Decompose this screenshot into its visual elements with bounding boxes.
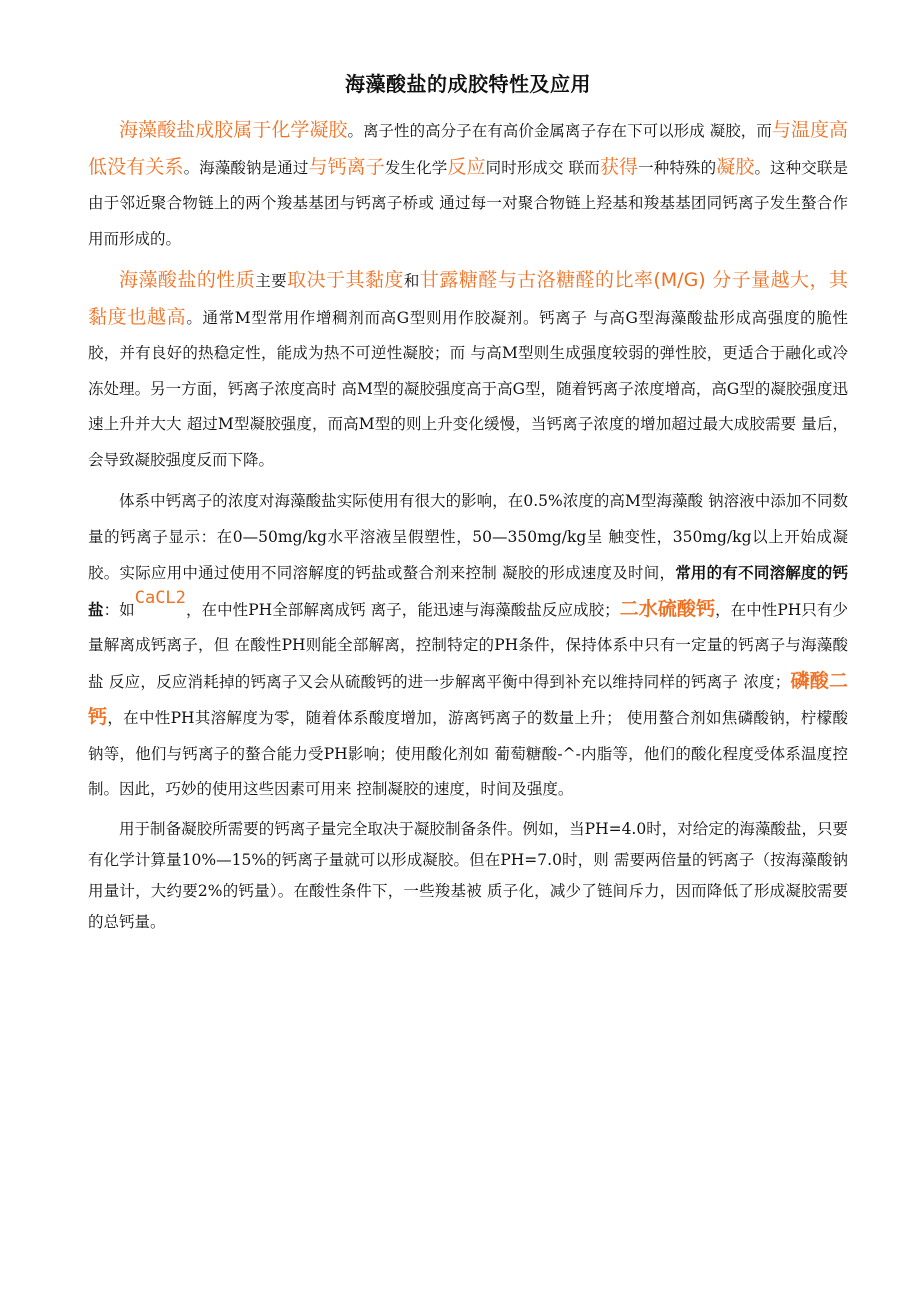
text-run: 。海藻酸钠是通过 (183, 158, 309, 177)
paragraph-1 (88, 113, 848, 257)
document (88, 68, 848, 944)
text-run: ，在中性PH只有少量解离成钙离子，但 在酸性PH则能全部解离，控制特定的PH条件，保持体系中只有一定量的钙离子与海藻酸盐 反应，反应消耗掉的钙离子又会从硫酸钙的进一步解离平衡中得到补充以维持同样的钙离子 浓度； (88, 600, 848, 691)
document-title: 海藻酸盐的成胶特性及应用 (345, 72, 591, 96)
highlight: 与温度高低没有关系 (88, 119, 848, 178)
text-run: 发生化学 (384, 158, 448, 177)
text-run: 。通常M型常用作增稠剂而高G型则用作胶凝剂。钙离子 与高G型海藻酸盐形成高强度的脆性胶，并有良好的热稳定性，能成为热不可逆性凝胶；而 与高M型则生成强度较弱的弹性胶，更适合于融化或冷冻处理。另一方面，钙离子浓度高时 高M型的凝胶强度高于高G型，随着钙离子浓度增高，高G型的凝胶强度迅速上升并大大 超过M型凝胶强度，而高M型的则上升变化缓慢，当钙离子浓度的增加超过最大成胶需要 量后，会导致凝胶强度反而下降。 (88, 308, 848, 469)
text-run: 。离子性的高分子在有高价金属离子存在下可以形成 凝胶，而 (347, 122, 772, 140)
highlight: 与钙离子 (308, 155, 385, 178)
text-run: 一种特殊的 (638, 158, 717, 177)
highlight: 海藻酸盐成胶属于化学凝胶 (119, 119, 348, 141)
text-run: 同时形成交 联而 (485, 158, 600, 177)
highlight: 取决于其黏度 (287, 269, 404, 291)
highlight: 甘露糖醛与古洛糖醛的比率(M/G) 分子量越大，其黏度也越高 (88, 269, 848, 328)
text-run: 。这种交联是由于邻近聚合物链上的两个羧基基团与钙离子桥或 通过每一对聚合物链上羟基和羧基基团同钙离子发生螯合作用而形成的。 (88, 158, 848, 248)
bold-phrase: 常用的有不同溶解度的钙盐 (88, 563, 848, 619)
text-run: ，在中性PH其溶解度为零，随着体系酸度增加，游离钙离子的数量上升； 使用螯合剂如焦磷酸钠，柠檬酸钠等，他们与钙离子的螯合能力受PH影响；使用酸化剂如 葡萄糖酸-^-内脂等，他们的酸化程度受体系温度控制。因此，巧妙的使用这些因素可用来 控制凝胶的速度，时间及强度。 (88, 709, 848, 798)
text-run: ：如 (103, 600, 135, 619)
highlight: 海藻酸盐的性质 (119, 269, 256, 291)
highlight: 获得 (599, 155, 639, 178)
text-run: ，在中性PH全部解离成钙 离子，能迅速与海藻酸盐反应成胶； (185, 600, 620, 619)
text-run: 用于制备凝胶所需要的钙离子量完全取决于凝胶制备条件。例如，当PH=4.0时，对给定的海藻酸盐，只要有化学计算量10%—15%的钙离子量就可以形成凝胶。但在PH=7.0时，则 需要两倍量的钙离子（按海藻酸钠用量计，大约要2%的钙量）。在酸性条件下，一些羧基被 质子化，减少了链间斥力，因而降低了形成凝胶需要的总钙量。 (88, 819, 848, 931)
highlight: 磷酸二钙 (88, 669, 848, 728)
paragraph-4 (88, 814, 848, 938)
paragraph-2 (88, 263, 848, 478)
text-run: 体系中钙离子的浓度对海藻酸盐实际使用有很大的影响，在0.5%浓度的高M型海藻酸 钠溶液中添加不同数量的钙离子显示：在0—50mg/kg水平溶液呈假塑性，50—350mg/kg呈 触变性，350mg/kg以上开始成凝胶。实际应用中通过使用不同溶解度的钙盐或螯合剂来控制 凝胶的形成速度及时间， (88, 492, 848, 582)
highlight: 凝胶 (716, 155, 755, 178)
text-run: 和 (403, 272, 420, 290)
highlight: 二水硫酸钙 (619, 597, 716, 620)
text-run: 主要 (255, 272, 288, 290)
paragraph-3 (88, 484, 848, 808)
highlight-formula: CaCL2 (134, 587, 186, 608)
highlight: 反应 (447, 155, 486, 178)
